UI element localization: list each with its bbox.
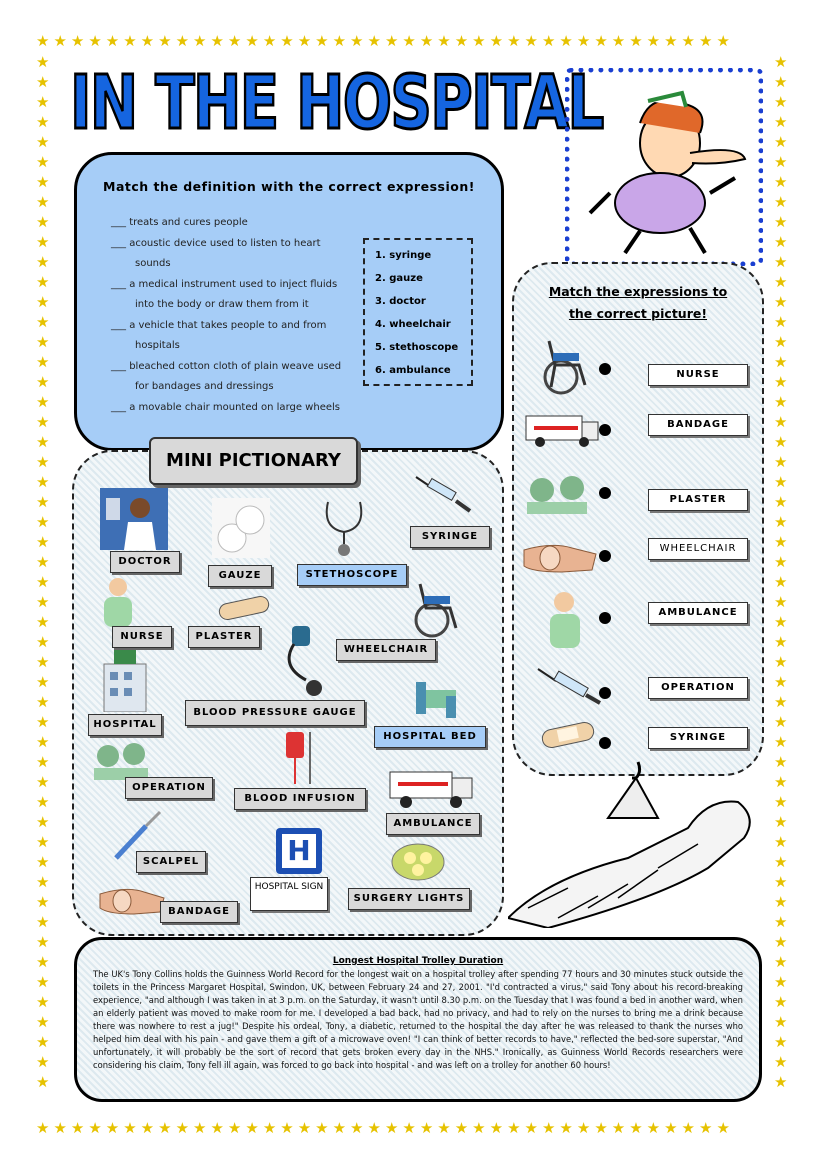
definitions-panel (74, 152, 504, 451)
definition-item: ___ a medical instrument used to inject fluids (111, 278, 338, 290)
reading-panel (74, 937, 762, 1102)
match-label-ambulance[interactable]: AMBULANCE (648, 602, 748, 624)
blood-pressure-gauge-icon (276, 626, 324, 698)
definition-item: ___ acoustic device used to listen to heart (111, 237, 321, 249)
syringe-icon (414, 475, 472, 515)
match-label-wheelchair[interactable]: WHEELCHAIR (648, 538, 748, 560)
match-dot[interactable] (599, 550, 611, 562)
definition-item: ___ a movable chair mounted on large wheels (111, 401, 340, 413)
match-dot[interactable] (599, 424, 611, 436)
definition-item: ___ treats and cures people (111, 217, 248, 228)
reading-text: The UK's Tony Collins holds the Guinness World Record for the longest wait on a hospital trolley after spending 77 hours and 30 minutes stuck outside the toilets in the Princess Margaret Hospital, Swindon, UK, between February 24 and 27, 2001. "I'd contracted a virus," said Tony about his record-breaking experience, "and although I was taken in at 3 p.m. on the Saturday, it wasn't until 8.30 p.m. on the Tuesday that I was found a bed in another ward, when an elderly patient was moved to make room for me. I developed a bad back, had no privacy, and had to rely on the nurses to bring me a drink because there was nowhere to rest a jug!" Despite his ordeal, Tony, a diabetic, returned to the hospital the day after he was released to thank the nurses who helped him deal with his pain - and gave them a gift of a microwave oven! "I can think of better records to have," reflected the bed-sore superstar, "And unfortunately, it will probably be the sort of record that gets broken every day in the NHS." Ironically, as Guinness World Records researchers were considering his claim, Tony fell ill again, was forced to go back into hospital - and was left on a trolley for another 60 hours! (93, 969, 743, 1070)
gauze-picture-icon (212, 498, 270, 558)
surgery-lights-icon (386, 838, 448, 884)
blood-infusion-icon (280, 730, 320, 786)
label-bandage: BANDAGE (160, 901, 238, 923)
wheelchair-picture-icon (535, 335, 597, 397)
match-dot[interactable] (599, 737, 611, 749)
plaster-picture-icon (538, 718, 598, 752)
expression-item: 2. gauze (375, 273, 423, 284)
pictionary-title: MINI PICTIONARY (149, 437, 358, 485)
label-operation: OPERATION (125, 777, 213, 799)
expression-item: 6. ambulance (375, 365, 451, 376)
star-border-left: ★★★★★★★★★★★★★★★★★★★★★★★★★★★★★★★★★★★★★★★★★★★★★★★★★★★★ (36, 53, 50, 1091)
match-instruction-line-1: Match the expressions to (548, 284, 728, 299)
operation-picture-icon (522, 472, 592, 516)
ambulance-icon (388, 766, 474, 810)
definition-item: ___ bleached cotton cloth of plain weave used (111, 360, 342, 372)
broken-leg-icon (508, 758, 770, 928)
match-dot[interactable] (599, 612, 611, 624)
label-surgery-lights: SURGERY LIGHTS (348, 888, 470, 910)
label-hospital-bed: HOSPITAL BED (374, 726, 486, 748)
label-blood-infusion: BLOOD INFUSION (234, 788, 366, 810)
star-border-top: ★★★★★★★★★★★★★★★★★★★★★★★★★★★★★★★★★★★★★★★★ (36, 34, 734, 49)
nurse-cartoon-icon (570, 73, 758, 261)
definitions-list (111, 213, 361, 418)
nurse-icon (96, 575, 140, 627)
star-border-right: ★★★★★★★★★★★★★★★★★★★★★★★★★★★★★★★★★★★★★★★★★★★★★★★★★★★★ (774, 53, 788, 1091)
definition-continuation: sounds (135, 258, 171, 269)
plaster-icon (215, 594, 273, 624)
label-ambulance: AMBULANCE (386, 813, 480, 835)
label-plaster: PLASTER (188, 626, 260, 648)
wheelchair-icon (406, 578, 468, 640)
definition-continuation: hospitals (135, 340, 180, 351)
match-label-nurse[interactable]: NURSE (648, 364, 748, 386)
definition-item: ___ a vehicle that takes people to and from (111, 319, 327, 331)
hospital-sign-icon (276, 828, 322, 874)
match-dot[interactable] (599, 487, 611, 499)
expression-item: 1. syringe (375, 250, 432, 261)
bandage-picture-icon (522, 540, 602, 576)
reading-title: Longest Hospital Trolley Duration (332, 956, 504, 966)
hospital-building-icon (96, 650, 154, 712)
match-label-operation[interactable]: OPERATION (648, 677, 748, 699)
label-doctor: DOCTOR (110, 551, 180, 573)
match-instruction-line-2: the correct picture! (568, 306, 708, 321)
nurse-picture-icon (538, 588, 594, 650)
nurse-cartoon-frame (565, 68, 763, 266)
match-dot[interactable] (599, 363, 611, 375)
expressions-box (363, 238, 473, 386)
doctor-picture-icon (100, 488, 168, 550)
match-label-bandage[interactable]: BANDAGE (648, 414, 748, 436)
definition-continuation: into the body or draw them from it (135, 299, 309, 310)
definitions-instruction: Match the definition with the correct expression! (103, 179, 475, 194)
expression-item: 4. wheelchair (375, 319, 451, 330)
label-hospital: HOSPITAL (88, 714, 162, 736)
hospital-sign-letter: H (282, 834, 316, 868)
page-title: IN THE HOSPITAL (70, 60, 603, 146)
label-hospital-sign: HOSPITAL SIGN (250, 877, 328, 911)
expression-item: 3. doctor (375, 296, 426, 307)
match-label-plaster[interactable]: PLASTER (648, 489, 748, 511)
star-border-bottom: ★★★★★★★★★★★★★★★★★★★★★★★★★★★★★★★★★★★★★★★★ (36, 1121, 734, 1136)
label-wheelchair: WHEELCHAIR (336, 639, 436, 661)
operation-icon (90, 740, 152, 782)
match-label-syringe[interactable]: SYRINGE (648, 727, 748, 749)
label-gauze: GAUZE (208, 565, 272, 587)
label-blood-pressure-gauge: BLOOD PRESSURE GAUGE (185, 700, 365, 726)
label-stethoscope: STETHOSCOPE (297, 564, 407, 586)
stethoscope-picture-icon (318, 498, 370, 558)
match-dot[interactable] (599, 687, 611, 699)
label-syringe: SYRINGE (410, 526, 490, 548)
ambulance-picture-icon (524, 410, 600, 450)
hospital-bed-icon (412, 676, 460, 724)
expression-item: 5. stethoscope (375, 342, 459, 353)
definition-continuation: for bandages and dressings (135, 381, 274, 392)
label-nurse: NURSE (112, 626, 172, 648)
bandage-icon (98, 884, 168, 918)
syringe-picture-icon (534, 665, 604, 705)
label-scalpel: SCALPEL (136, 851, 206, 873)
